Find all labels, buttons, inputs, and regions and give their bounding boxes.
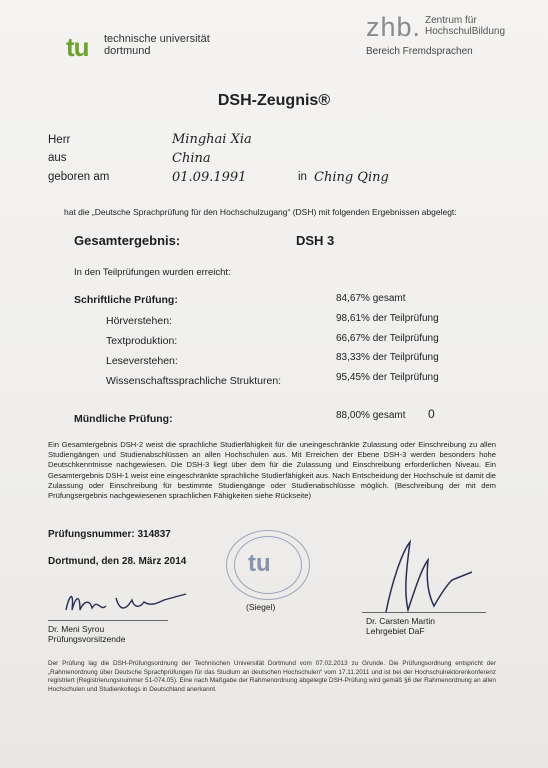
explanation-paragraph: Ein Gesamtergebnis DSH-2 weist die sprachliche Studierfähigkeit für die uneingeschränkte Zulassung oder Einschreibung zu allen Studiengängen und Studienabschlüssen an allen Hochschulen aus. Mit Erreichen der Ebene DSH-3 werden besonders hohe Deutschkenntnisse nachgewiesen. Die DSH-3 liegt über dem für die Zulassung und Einschreibung erforderlichen Niveau. Ein Gesamtergebnis DSH-1 weist eine eingeschränkte sprachliche Studierfähigkeit aus. Nach Entscheidung der Hochschule ist damit die Zulassung oder Einschreibung für bestimmte Studiengänge oder Studienabschlüsse möglich. (Beschreibung der mit dem Prüfungsergebnis nachgewiesenen sprachlichen Fähigkeiten siehe Rückseite) — [48, 440, 496, 501]
seal-logo: tu — [248, 550, 271, 577]
oral-value: 88,00% gesamt — [336, 410, 406, 421]
tu-name — [104, 33, 210, 57]
written-item-label: Hörverstehen: — [106, 315, 172, 327]
written-item-label: Wissenschaftssprachliche Strukturen: — [106, 375, 282, 387]
left-signer-name: Dr. Meni Syrou — [48, 624, 105, 634]
written-item-value: 95,45% der Teilprüfung — [336, 372, 439, 383]
footer-legal-text: Der Prüfung lag die DSH-Prüfungsordnung der Technischen Universität Dortmund vom 07.02.2013 zu Grunde. Die Prüfungsordnung entspricht der „Rahmenordnung über Deutsche Sprachprüfungen für das Studium an deutschen Hochschulen“ vom 17.11.2011 und ist bei der Hochschulrektorenkonferenz registriert (Registrierungsnummer 51-074.05). Eine nach Maßgabe der Rahmenordnung abgelegte DSH-Prüfung wird gemäß §6 der Rahmenordnung an allen Hochschulen und Studienkollegs in Deutschland anerkannt. — [48, 660, 496, 693]
document-title: DSH-Zeugnis® — [217, 92, 331, 109]
left-signer-role: Prüfungsvorsitzende — [48, 634, 126, 644]
zhb-subtitle: Bereich Fremdsprachen — [366, 46, 473, 57]
written-item-value: 66,67% der Teilprüfung — [336, 333, 439, 344]
place-date: Dortmund, den 28. März 2014 — [48, 556, 187, 567]
left-signature-line — [48, 620, 168, 621]
left-signature-scribble — [60, 586, 190, 622]
written-item-label: Textproduktion: — [106, 335, 178, 347]
zhb-line2: HochschulBildung — [425, 26, 506, 37]
right-signature-scribble — [372, 532, 482, 620]
written-item-label: Leseverstehen: — [106, 355, 178, 367]
birth-place: Ching Qing — [314, 170, 389, 185]
tu-logo: tu — [66, 32, 89, 62]
overall-value: DSH 3 — [296, 233, 335, 248]
right-signer-name: Dr. Carsten Martin — [366, 616, 435, 626]
tu-name-line2: dortmund — [104, 45, 151, 57]
zhb-logo: zhb. — [366, 12, 422, 42]
origin-value: China — [172, 151, 211, 166]
intro-text: hat die „Deutsche Sprachprüfung für den Hochschulzugang“ (DSH) mit folgenden Ergebnissen abgelegt: — [64, 207, 457, 217]
overall-label: Gesamtergebnis: — [74, 233, 181, 248]
written-item-value: 98,61% der Teilprüfung — [336, 313, 439, 324]
right-signer-role: Lehrgebiet DaF — [366, 626, 425, 636]
birth-label: geboren am — [48, 171, 110, 183]
oral-label: Mündliche Prüfung: — [74, 413, 173, 425]
seal-label: (Siegel) — [246, 602, 276, 612]
person-name: Minghai Xia — [172, 132, 252, 147]
birth-place-label: in — [298, 171, 307, 183]
oral-mark: 0 — [428, 407, 435, 421]
right-signature-line — [362, 612, 486, 613]
tu-name-line1: technische universität — [104, 33, 210, 45]
exam-number: Prüfungsnummer: 314837 — [48, 529, 171, 540]
written-item-value: 83,33% der Teilprüfung — [336, 352, 439, 363]
written-label: Schriftliche Prüfung: — [74, 294, 178, 306]
salutation-label: Herr — [48, 134, 71, 146]
zhb-line1: Zentrum für — [425, 15, 477, 26]
written-value: 84,67% gesamt — [336, 293, 406, 304]
birth-date: 01.09.1991 — [172, 170, 247, 185]
origin-label: aus — [48, 152, 67, 164]
sub-intro: In den Teilprüfungen wurden erreicht: — [74, 267, 231, 278]
